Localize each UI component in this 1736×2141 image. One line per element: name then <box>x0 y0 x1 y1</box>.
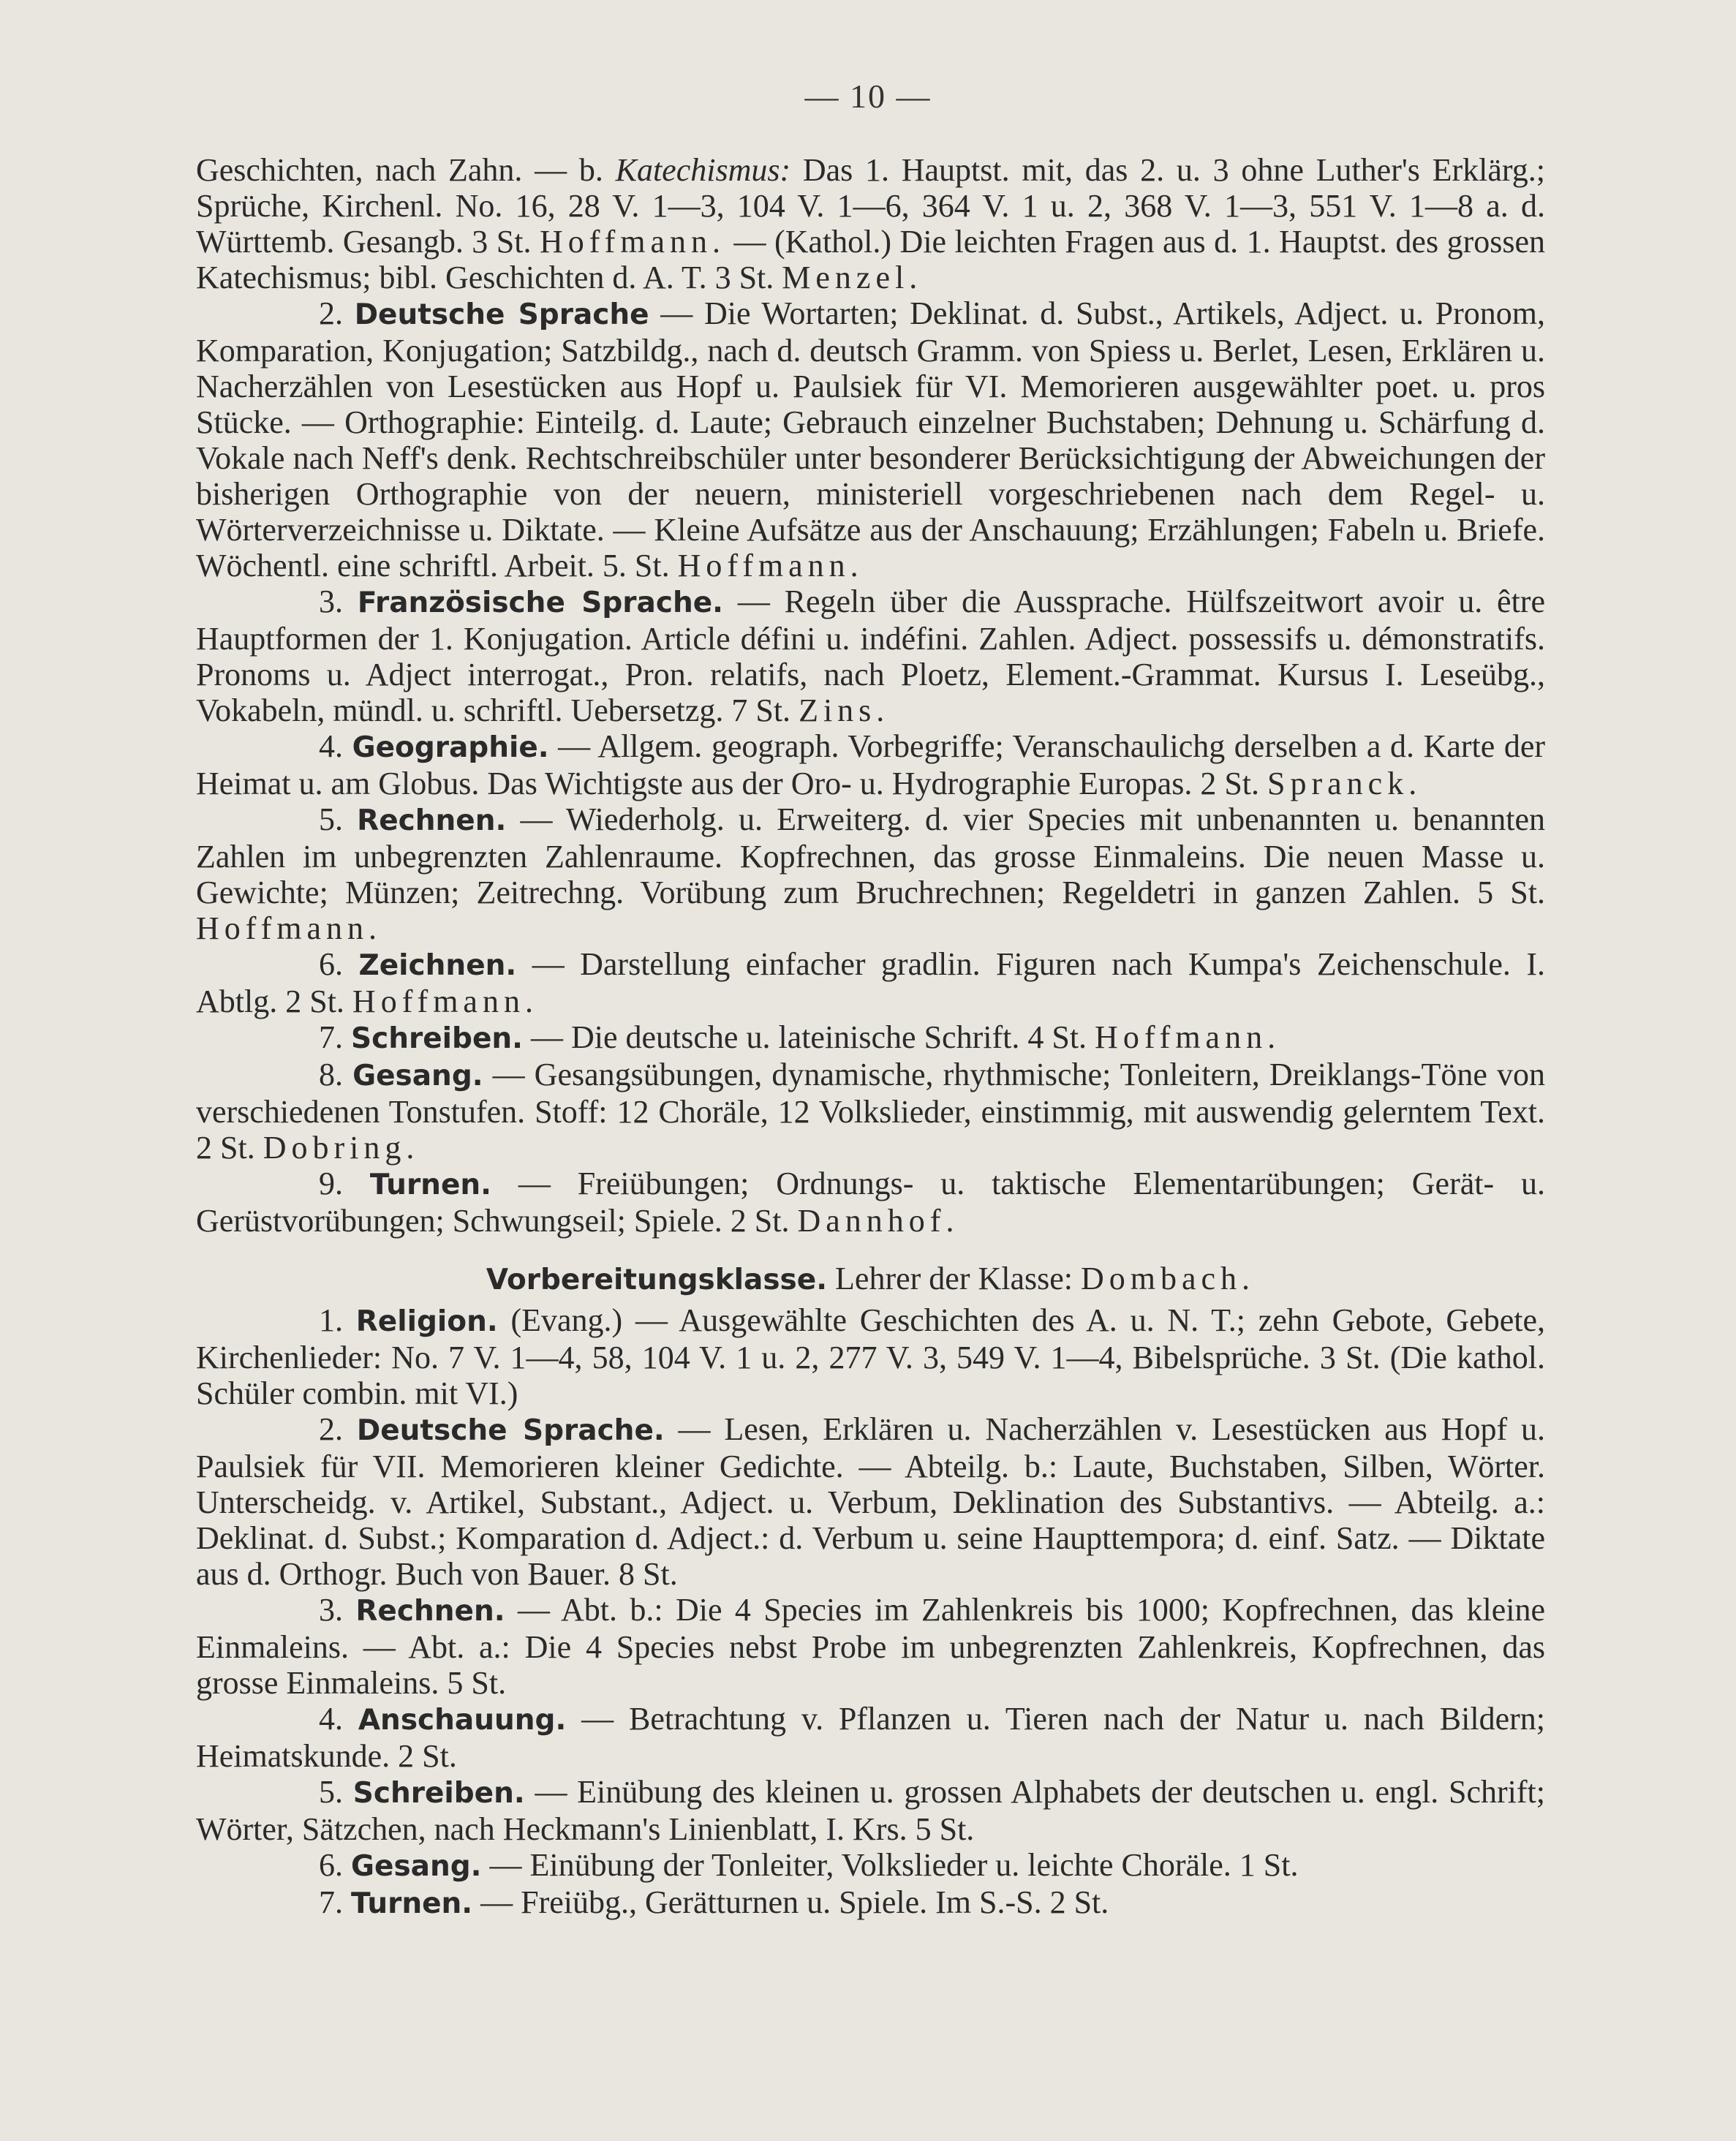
intro-text-a: Geschichten, nach Zahn. — b. <box>196 152 603 188</box>
subject-text: — Wiederholg. u. Erweiterg. d. vier Species mit unbenannten u. benannten Zahlen im unbegrenzten Zahlenraume. Kopfrechnen, das grosse Einmaleins. Die neuen Masse u. Gewichte; Münzen; Zeitrechng. Vorübung zum Bruchrechnen; Regeldetri in ganzen Zahlen. 5 St. <box>196 801 1546 910</box>
item-number: 3. <box>319 584 343 619</box>
subject-heading: Schreiben. <box>351 1022 523 1055</box>
subject-heading: Religion. <box>355 1305 498 1338</box>
subject-text: — Darstellung einfacher gradlin. Figuren nach Kumpa's Zeichenschule. I. Abtlg. 2 St. <box>196 946 1546 1019</box>
subject-text: — Lesen, Erklären u. Nacherzählen v. Lesestücken aus Hopf u. Paulsiek für VII. Memorieren kleiner Gedichte. — Abteilg. b.: Laute, Buchstaben, Silben, Wörter. Unterscheidg. v. Artikel, Substant., Adject. u. Verbum, Deklination des Substantivs. — Abteilg. a.: Deklinat. d. Subst.; Komparation d. Adject.: d. Verbum u. seine Haupttempora; d. einf. Satz. — Diktate aus d. Orthogr. Buch von Bauer. 8 St. <box>196 1411 1546 1592</box>
subject-item <box>196 1019 1545 1057</box>
section-title: Vorbereitungsklasse. <box>486 1264 828 1296</box>
item-number: 5. <box>319 1774 343 1810</box>
item-number: 1. <box>319 1302 343 1338</box>
section-subject-item <box>196 1701 1545 1774</box>
subject-text: — Freiübg., Gerätturnen u. Spiele. Im S.-S. 2 St. <box>480 1884 1109 1920</box>
subject-heading: Zeichnen. <box>358 949 517 982</box>
item-number: 4. <box>319 728 343 764</box>
section-subject-item <box>196 1592 1545 1701</box>
teacher-name: Zins. <box>799 692 890 728</box>
item-number: 7. <box>319 1019 343 1055</box>
subject-text: — Regeln über die Aussprache. Hülfszeitwort avoir u. être Hauptformen der 1. Konjugation. Article défini u. indéfini. Zahlen. Adject. possessifs u. démonstratifs. Pronoms u. Adject interrogat., Pron. relatifs, nach Ploetz, Element.-Grammat. Kursus I. Leseübg., Vokabeln, mündl. u. schriftl. Uebersetzg. 7 St. <box>196 584 1545 728</box>
teacher-name: Dobring. <box>263 1130 420 1166</box>
page-body <box>196 152 1545 1922</box>
intro-paragraph <box>196 152 1545 295</box>
subject-heading: Französische Sprache. <box>357 586 723 619</box>
item-number: 7. <box>319 1884 343 1920</box>
teacher-name: Dannhof. <box>797 1203 959 1239</box>
intro-text-c: — (Kathol.) Die leichten Fragen aus d. 1. Hauptst. des grossen Katechismus; bibl. Geschichten d. A. T. 3 St. <box>196 224 1545 295</box>
intro-text-b: Das 1. Hauptst. mit, das 2. u. 3 ohne Luther's Erklärg.; Sprüche, Kirchenl. No. 16, 28 V. 1—3, 104 V. 1—6, 364 V. 1 u. 2, 368 V. 1—3, 551 V. 1—8 a. d. Württemb. Gesangb. 3 St. <box>196 152 1546 260</box>
section-subject-item <box>196 1774 1545 1847</box>
subject-heading: Geographie. <box>352 731 549 764</box>
subject-item <box>196 1166 1545 1239</box>
subject-text: — Gesangsübungen, dynamische, rhythmische; Tonleitern, Dreiklangs-Töne von verschiedenen Tonstufen. Stoff: 12 Choräle, 12 Volkslieder, einstimmig, mit auswendig gelerntem Text. 2 St. <box>196 1057 1546 1166</box>
subject-heading: Rechnen. <box>355 1595 505 1628</box>
subject-heading: Gesang. <box>351 1850 482 1883</box>
subject-text: — Die Wortarten; Deklinat. d. Subst., Artikels, Adject. u. Pronom, Komparation, Konjugation; Satzbildg., nach d. deutsch Gramm. von Spiess u. Berlet, Lesen, Erklären u. Nacherzählen von Lesestücken aus Hopf u. Paulsiek für VI. Memorieren ausgewählter poet. u. pros Stücke. — Orthographie: Einteilg. d. Laute; Gebrauch einzelner Buchstaben; Dehnung u. Schärfung d. Vokale nach Neff's denk. Rechtschreibschüler unter besonderer Berücksichtigung der Abweichungen der bisherigen Orthographie von der neuern, ministeriell vorgeschriebenen nach dem Regel- u. Wörterverzeichnisse u. Diktate. — Kleine Aufsätze aus der Anschauung; Erzählungen; Fabeln u. Briefe. Wöchentl. eine schriftl. Arbeit. 5. St. <box>196 295 1546 584</box>
section-subject-item <box>196 1847 1545 1884</box>
subject-heading: Deutsche Sprache <box>354 298 649 331</box>
subject-item <box>196 946 1545 1019</box>
subject-item <box>196 728 1545 801</box>
section-heading <box>196 1261 1545 1298</box>
subject-heading: Gesang. <box>352 1060 483 1092</box>
subject-text: — Einübung des kleinen u. grossen Alphabets der deutschen u. engl. Schrift; Wörter, Sätzchen, nach Heckmann's Linienblatt, I. Krs. 5 St. <box>196 1774 1545 1847</box>
teacher-name: Hoffmann. <box>677 548 864 584</box>
teacher-name: Hoffmann. <box>352 983 538 1019</box>
intro-teacher-1: Hoffmann. <box>539 224 726 260</box>
item-number: 9. <box>319 1166 343 1201</box>
section-subject-item <box>196 1411 1545 1592</box>
subject-heading: Schreiben. <box>352 1777 525 1810</box>
section-subject-item <box>196 1302 1545 1411</box>
subject-heading: Deutsche Sprache. <box>356 1414 665 1447</box>
subject-text: (Evang.) — Ausgewählte Geschichten des A. u. N. T.; zehn Gebote, Gebete, Kirchenlieder: No. 7 V. 1—4, 58, 104 V. 1 u. 2, 277 V. 3, 549 V. 1—4, Bibelsprüche. 3 St. (Die kathol. Schüler combin. mit VI.) <box>196 1302 1546 1411</box>
subject-text: — Abt. b.: Die 4 Species im Zahlenkreis bis 1000; Kopfrechnen, das kleine Einmaleins. — Abt. a.: Die 4 Species nebst Probe im unbegrenzten Zahlenkreis, Kopfrechnen, das grosse Einmaleins. 5 St. <box>196 1592 1546 1701</box>
section-teacher: Dombach. <box>1081 1261 1256 1296</box>
item-number: 2. <box>319 1411 343 1447</box>
teacher-name: Spranck. <box>1267 766 1422 801</box>
page-number: — 10 — <box>804 78 932 115</box>
subject-heading: Anschauung. <box>358 1704 567 1737</box>
teacher-name: Hoffmann. <box>1095 1019 1281 1055</box>
subject-text: — Einübung der Tonleiter, Volkslieder u. leichte Choräle. 1 St. <box>489 1847 1299 1883</box>
subject-text: — Freiübungen; Ordnungs- u. taktische Elementarübungen; Gerät- u. Gerüstvorübungen; Schwungseil; Spiele. 2 St. <box>196 1166 1545 1239</box>
subject-item <box>196 801 1545 946</box>
subject-heading: Rechnen. <box>357 804 507 837</box>
subject-item <box>196 1057 1545 1166</box>
item-number: 5. <box>319 801 343 837</box>
teacher-name: Hoffmann. <box>196 910 382 946</box>
item-number: 4. <box>319 1701 343 1737</box>
subject-text: — Die deutsche u. lateinische Schrift. 4 St. <box>530 1019 1087 1055</box>
subject-heading: Turnen. <box>351 1887 473 1920</box>
subject-heading: Turnen. <box>369 1168 491 1201</box>
section-lehrer-label: Lehrer der Klasse: <box>835 1261 1073 1296</box>
subject-text: — Allgem. geograph. Vorbegriffe; Veranschaulichg derselben a d. Karte der Heimat u. am Globus. Das Wichtigste aus der Oro- u. Hydrographie Europas. 2 St. <box>196 728 1546 801</box>
item-number: 6. <box>319 946 343 982</box>
intro-teacher-2: Menzel. <box>782 260 923 295</box>
subject-item <box>196 295 1545 584</box>
item-number: 2. <box>319 295 343 331</box>
section-subject-item <box>196 1884 1545 1922</box>
item-number: 3. <box>319 1592 343 1628</box>
item-number: 8. <box>319 1057 343 1092</box>
subject-item <box>196 584 1545 728</box>
subject-text: — Betrachtung v. Pflanzen u. Tieren nach der Natur u. nach Bildern; Heimatskunde. 2 St. <box>196 1701 1545 1774</box>
intro-katechismus-label: Katechismus: <box>615 152 791 188</box>
item-number: 6. <box>319 1847 343 1883</box>
